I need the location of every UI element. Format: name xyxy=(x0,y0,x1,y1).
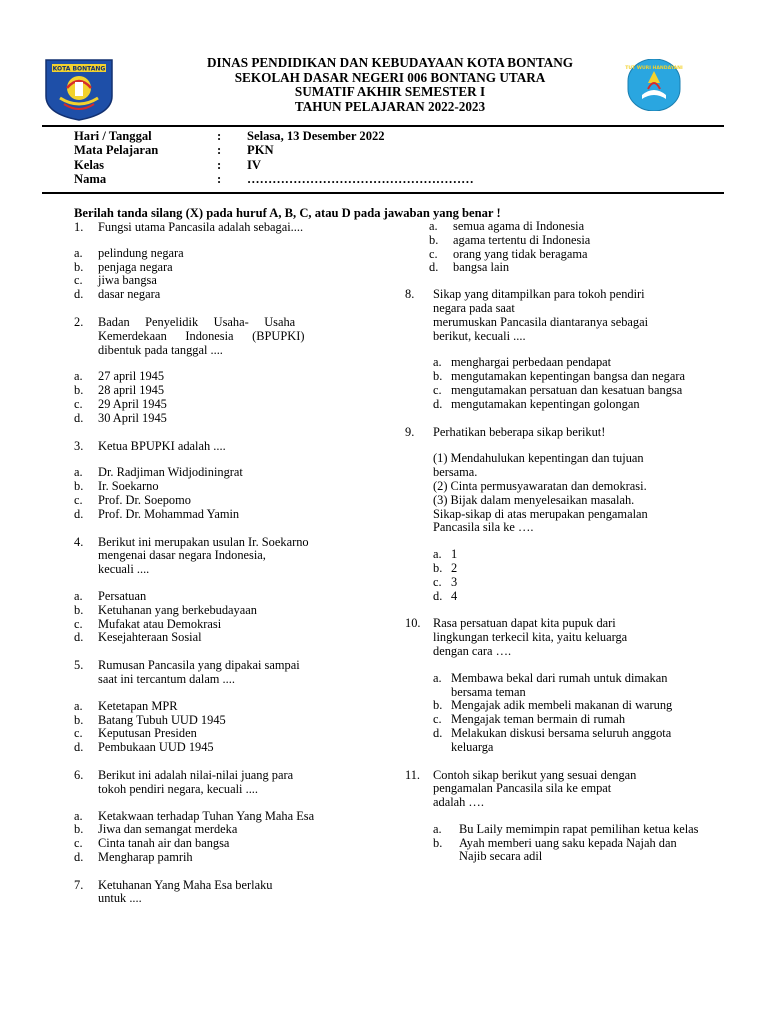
q9-option-d[interactable]: d. 4 xyxy=(433,588,458,603)
school-header xyxy=(120,56,660,114)
svg-text:TUT WURI HANDAYANI: TUT WURI HANDAYANI xyxy=(625,66,683,71)
q3-option-a[interactable]: a. Dr. Radjiman Widjodiningrat xyxy=(74,465,243,480)
q1-option-b[interactable]: b. penjaga negara xyxy=(74,259,173,274)
header-line-year: TAHUN PELAJARAN 2022-2023 xyxy=(294,98,486,114)
left-column xyxy=(74,221,362,906)
q4-option-a[interactable]: a. Persatuan xyxy=(74,588,147,603)
q7-option-c[interactable]: c. orang yang tidak beragama xyxy=(429,246,588,261)
question-1: 1. Fungsi utama Pancasila adalah sebagai.... xyxy=(74,220,304,234)
q1-option-c[interactable]: c. jiwa bangsa xyxy=(74,273,157,288)
q2-option-b[interactable]: b. 28 april 1945 xyxy=(74,383,165,398)
question-4: 4. Berikut ini merupakan usulan Ir. Soekarno mengenai dasar negara Indonesia, kecuali .... xyxy=(74,534,309,577)
header-divider xyxy=(42,125,724,127)
q6-option-d[interactable]: d. Mengharap pamrih xyxy=(74,849,193,864)
q5-option-a[interactable]: a. Ketetapan MPR xyxy=(74,698,178,713)
name-blank[interactable]: ……………………………………………… xyxy=(247,172,474,187)
info-divider xyxy=(42,192,724,194)
q11-option-a[interactable]: a. Bu Laily memimpin rapat pemilihan ketua kelas xyxy=(433,821,699,836)
svg-text:KOTA BONTANG: KOTA BONTANG xyxy=(52,65,106,73)
q8-option-a[interactable]: a. menghargai perbedaan pendapat xyxy=(433,355,612,370)
q4-option-c[interactable]: c. Mufakat atau Demokrasi xyxy=(74,616,222,631)
q7-option-d[interactable]: d. bangsa lain xyxy=(429,260,510,275)
question-11: 11. Contoh sikap berikut yang sesuai dengan pengamalan Pancasila sila ke empat adalah …. xyxy=(405,767,637,810)
q6-option-b[interactable]: b. Jiwa dan semangat merdeka xyxy=(74,822,238,837)
q3-option-d[interactable]: d. Prof. Dr. Mohammad Yamin xyxy=(74,506,240,521)
q6-option-a[interactable]: a. Ketakwaan terhadap Tuhan Yang Maha Esa xyxy=(74,808,315,823)
question-2: 2. Badan Penyelidik Usaha- Usaha Kemerdekaan Indonesia (BPUPKI) dibentuk pada tanggal .... xyxy=(74,314,305,357)
q10-option-c[interactable]: c. Mengajak teman bermain di rumah xyxy=(433,712,626,727)
question-9: 9. Perhatikan beberapa sikap berikut! xyxy=(405,424,606,439)
q2-option-d[interactable]: d. 30 April 1945 xyxy=(74,410,167,425)
q2-option-a[interactable]: a. 27 april 1945 xyxy=(74,369,165,384)
q4-option-d[interactable]: d. Kesejahteraan Sosial xyxy=(74,630,202,645)
q10-option-d[interactable]: d. Melakukan diskusi bersama seluruh anggota keluarga xyxy=(433,725,672,754)
q7-option-a[interactable]: a. semua agama di Indonesia xyxy=(429,219,585,233)
q4-option-b[interactable]: b. Ketuhanan yang berkebudayaan xyxy=(74,602,257,617)
question-10: 10. Rasa persatuan dapat kita pupuk dari lingkungan terkecil kita, yaitu keluarga dengan cara …. xyxy=(405,616,628,658)
q1-option-d[interactable]: d. dasar negara xyxy=(74,287,161,302)
q5-option-b[interactable]: b. Batang Tubuh UUD 1945 xyxy=(74,712,226,727)
header-line-agency: DINAS PENDIDIKAN DAN KEBUDAYAAN KOTA BONTANG xyxy=(207,55,573,70)
q9-option-c[interactable]: c. 3 xyxy=(433,574,458,589)
q5-option-c[interactable]: c. Keputusan Presiden xyxy=(74,726,197,741)
q3-option-c[interactable]: c. Prof. Dr. Soepomo xyxy=(74,492,191,507)
q9-statements: (1) Mendahulukan kepentingan dan tujuan bersama. (2) Cinta permusyawaratan dan demokrasi. (3) Bijak dalam menyelesaikan masalah. Sikap-sikap di atas merupakan pengamalan Pancasila sila ke …. xyxy=(433,451,648,535)
q8-option-d[interactable]: d. mengutamakan kepentingan golongan xyxy=(433,396,640,411)
q10-option-a[interactable]: a. Membawa bekal dari rumah untuk dimakan bersama teman xyxy=(433,670,668,699)
q8-option-c[interactable]: c. mengutamakan persatuan dan kesatuan bangsa xyxy=(433,382,683,397)
q11-option-b[interactable]: b. Ayah memberi uang saku kepada Najah dan Najib secara adil xyxy=(433,835,677,864)
question-6: 6. Berikut ini adalah nilai-nilai juang para tokoh pendiri negara, kecuali .... xyxy=(74,767,294,796)
question-8: 8. Sikap yang ditampilkan para tokoh pendiri negara pada saat merumuskan Pancasila diantaranya sebagai berikut, kecuali .... xyxy=(405,287,649,343)
q7-option-b[interactable]: b. agama tertentu di Indonesia xyxy=(429,232,591,247)
question-7: 7. Ketuhanan Yang Maha Esa berlaku untuk .... xyxy=(74,877,273,906)
question-5: 5. Rumusan Pancasila yang dipakai sampai saat ini tercantum dalam .... xyxy=(74,658,300,686)
exam-page: KOTA BONTANG TUT WURI HANDAYANI DINAS PENDIDIKAN DAN KEBUDAYAAN KOTA BONTANG SEKOLAH DASAR NEGERI 006 BONTANG UTARA SUMATIF AKHIR SEMESTER I TAHUN PELAJARAN 2022-2023 Hari / Tanggal : Selasa, 13 Desember 2022 Mata Pelajaran : PKN Kelas : IV Nama : ……………………………………………… Berilah tanda silang (X) pada huruf A, B, C, atau D pada jawaban yang benar ! 1. Fungsi utama Pancasila adalah sebagai.... a. pelindung negara b. penjaga negara c. jiwa bangsa d. dasar negara 2. Badan Penyelidik Usaha- Usaha Kemerdekaan Indonesia (BPUPKI) dibentuk pada tanggal .... a. 27 april 1945 b. 28 april 1945 c. 29 April 1945 d. 30 April 1945 3. Ketua BPUPKI adalah .... a. Dr. Radjiman Widjodiningrat b. Ir. Soekarno c. Prof. Dr. Soepomo d. Prof. Dr. Mohammad Yamin 4. Berikut ini merupakan usulan Ir. Soekarno mengenai dasar negara Indonesia, kecuali .... a. Persatuan b. Ketuhanan yang berkebudayaan c. Mufakat atau Demokrasi d. Kesejahteraan Sosial 5. Rumusan Pancasila yang dipakai sampai saat ini tercantum dalam .... a. Ketetapan MPR b. Batang Tubuh UUD 1945 c. Keputusan Presiden d. Pembukaan UUD 1945 6. Berikut ini adalah nilai-nilai juang para tokoh pendiri negara, kecuali .... a. Ketakwaan terhadap Tuhan Yang Maha Esa b. Jiwa dan semangat merdeka c. Cinta tanah air dan bangsa d. Mengharap pamrih 7. Ketuhanan Yang Maha Esa berlaku untuk .... a. semua agama di Indonesia b. agama tertentu di Indonesia c. orang yang tidak beragama d. bangsa lain 8. Sikap yang ditampilkan para tokoh pendiri negara pada saat merumuskan Pancasila diantaranya sebagai berikut, kecuali .... a. menghargai perbedaan pendapat b. mengutamakan kepentingan bangsa dan negara c. mengutamakan persatuan dan kesatuan bangsa d. mengutamakan kepentingan golongan 9. Perhatikan beberapa sikap berikut! (1) Mendahulukan kepentingan dan tujuan bersama. (2) Cinta permusyawaratan dan demokrasi. (3) Bijak dalam menyelesaikan masalah. Sikap-sikap di atas merupakan pengamalan Pancasila sila ke …. a. 1 b. 2 c. 3 d. 4 10. Rasa persatuan dapat kita pupuk dari lingkungan terkecil kita, yaitu keluarga dengan cara …. a. Membawa bekal dari rumah untuk dimakan bersama teman b. Mengajak adik membeli makanan di warung c. Mengajak teman bermain di rumah d. Melakukan diskusi bersama seluruh anggota keluarga 11. Contoh sikap berikut yang sesuai dengan pengamalan Pancasila sila ke empat adalah …. a. Bu Laily memimpin rapat pemilihan ketua kelas b. Ayah memberi uang saku kepada Najah dan Najib secara adil xyxy=(0,0,768,1024)
header-line-school: SEKOLAH DASAR NEGERI 006 BONTANG UTARA xyxy=(234,69,546,85)
q2-option-c[interactable]: c. 29 April 1945 xyxy=(74,396,167,411)
question-3: 3. Ketua BPUPKI adalah .... xyxy=(74,438,226,453)
q8-option-b[interactable]: b. mengutamakan kepentingan bangsa dan negara xyxy=(433,369,685,384)
q6-option-c[interactable]: c. Cinta tanah air dan bangsa xyxy=(74,836,230,851)
kota-bontang-logo xyxy=(42,56,116,122)
q3-option-b[interactable]: b. Ir. Soekarno xyxy=(74,479,159,494)
q1-option-a[interactable]: a. pelindung negara xyxy=(74,245,184,260)
q10-option-b[interactable]: b. Mengajak adik membeli makanan di warung xyxy=(433,698,673,713)
q9-option-a[interactable]: a. 1 xyxy=(433,547,458,562)
q9-option-b[interactable]: b. 2 xyxy=(433,560,458,575)
q5-option-d[interactable]: d. Pembukaan UUD 1945 xyxy=(74,740,214,755)
header-line-exam: SUMATIF AKHIR SEMESTER I xyxy=(294,84,486,100)
instruction: Berilah tanda silang (X) pada huruf A, B, C, atau D pada jawaban yang benar ! xyxy=(74,206,501,220)
right-column xyxy=(405,220,705,864)
